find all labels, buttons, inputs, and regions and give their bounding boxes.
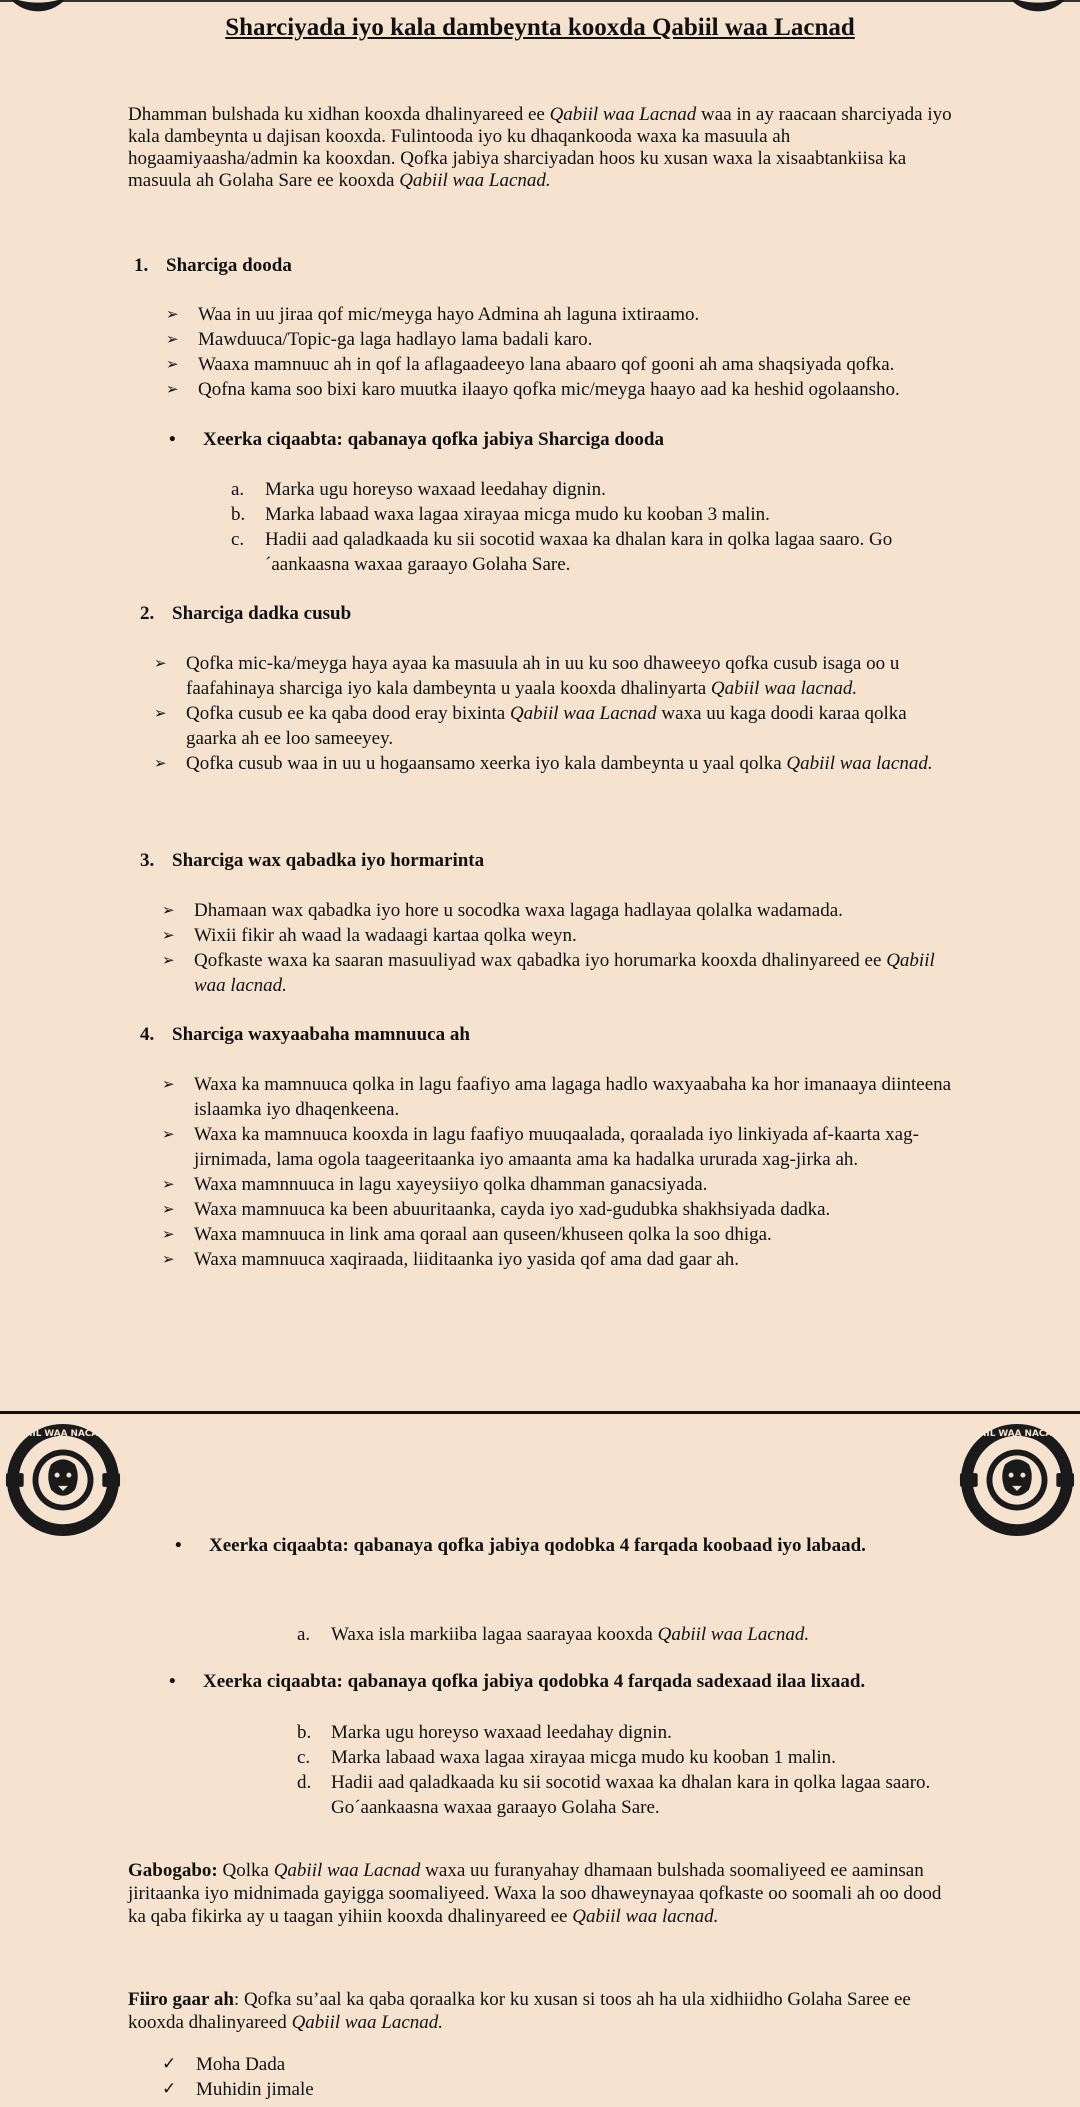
contact-name: ✓ Moha Dada	[162, 2052, 562, 2077]
list-item: c. Marka labaad waxa lagaa xirayaa micga mudo ku kooban 1 malin.	[297, 1747, 836, 1768]
penalty-a-heading: • Xeerka ciqaabta: qabanaya qofka jabiya qodobka 4 farqada koobaad iyo labaad.	[175, 1535, 866, 1556]
list-item: c. Hadii aad qaladkaada ku sii socotid waxaa ka dhalan kara in qolka lagaa saaro. Go´aankaasna waxaa garaayo Golaha Sare.	[231, 529, 893, 575]
logo-text: QABIIL WAA NACALAD	[8, 1428, 118, 1439]
document-title: Sharciyada iyo kala dambeynta kooxda Qabiil waa Lacnad	[225, 14, 855, 41]
section-4-list	[162, 1072, 962, 1272]
section-3-heading: 3. Sharciga wax qabadka iyo hormarinta	[140, 850, 485, 871]
section-2-heading: 2. Sharciga dadka cusub	[140, 603, 352, 624]
section-1-penalty-list	[231, 477, 931, 577]
section-1-list	[166, 302, 996, 402]
list-item: b. Marka labaad waxa lagaa xirayaa micga mudo ku kooban 3 malin.	[231, 504, 770, 525]
list-item: b. Marka ugu horeyso waxaad leedahay dignin.	[297, 1722, 672, 1743]
contacts-list	[162, 2052, 562, 2102]
list-item: ➢ Waxa ka mamnuuca kooxda in lagu faafiyo muuqaalada, qoraalada iyo linkiyada af-kaarta xag-jirnimada, lama ogola taageeritaanka iyo amaanta ama ka hadalka ururada xag-jirka ah.	[162, 1122, 962, 1172]
contact-name: ✓ Muhidin jimale	[162, 2077, 562, 2102]
intro-paragraph: Dhamman bulshada ku xidhan kooxda dhalinyareed ee Qabiil waa Lacnad waa in ay raacaan sharciyada iyo kala dambeynta u dajisan kooxda. Fulintooda iyo ku dhaqankooda waxa ka masuula ah hogaamiyaasha/admin ka kooxdan. Qofka jabiya sharciyadan hoos ku xusan waxa la xisaabtankiisa ka masuula ah Golaha Sare ee kooxda Qabiil waa Lacnad.	[128, 104, 952, 191]
list-item: ➢ Waxa mamnuuca ka been abuuritaanka, cayda iyo xad-gudubka shakhsiyada dadka.	[162, 1197, 962, 1222]
section-2-list	[154, 651, 954, 776]
list-item: d. Hadii aad qaladkaada ku sii socotid waxaa ka dhalan kara in qolka lagaa saaro. Go´aankaasna waxaa garaayo Golaha Sare.	[297, 1772, 931, 1818]
document-page-2	[0, 1415, 1080, 2107]
list-item: ➢ Waxa mamnnuuca in lagu xayeysiiyo qolka dhamman ganacsiyada.	[162, 1172, 962, 1197]
page-divider	[0, 1411, 1080, 1414]
penalty-a-list	[297, 1622, 997, 1647]
list-item: ➢ Wixii fikir ah waad la wadaagi kartaa qolka weyn.	[162, 923, 962, 948]
penalty-b-heading: • Xeerka ciqaabta: qabanaya qofka jabiya qodobka 4 farqada sadexaad ilaa lixaad.	[169, 1671, 866, 1692]
list-item: ➢ Waaxa mamnuuc ah in qof la aflagaadeeyo lana abaaro qof gooni ah ama shaqsiyada qofka.	[166, 352, 996, 377]
section-1-heading: 1. Sharciga dooda	[134, 255, 292, 276]
list-item: a. Waxa isla markiiba lagaa saarayaa kooxda Qabiil waa Lacnad.	[297, 1624, 810, 1645]
list-item: ➢ Qofna kama soo bixi karo muutka ilaayo qofka mic/meyga haayo aad ka heshid ogolaansho.	[166, 377, 996, 402]
list-item: ➢ Mawduuca/Topic-ga laga hadlayo lama badali karo.	[166, 327, 996, 352]
list-item: ➢ Qofkaste waxa ka saaran masuuliyad wax qabadka iyo horumarka kooxda dhalinyareed ee Qabiil waa lacnad.	[162, 948, 962, 998]
section-1-penalty-heading: • Xeerka ciqaabta: qabanaya qofka jabiya Sharciga dooda	[169, 429, 664, 450]
list-item: ➢ Qofka cusub waa in uu u hogaansamo xeerka iyo kala dambeynta u yaal qolka Qabiil waa lacnad.	[154, 751, 954, 776]
list-item: ➢ Dhamaan wax qabadka iyo hore u socodka waxa lagaga hadlayaa qolalka wadamada.	[162, 898, 962, 923]
list-item: ➢ Qofka cusub ee ka qaba dood eray bixinta Qabiil waa Lacnad waxa uu kaga doodi karaa qolka gaarka ah ee loo sameeyey.	[154, 701, 954, 751]
list-item: ➢ Waxa ka mamnuuca qolka in lagu faafiyo ama lagaga hadlo waxyaabaha ka hor imanaaya diinteena islaamka iyo dhaqenkeena.	[162, 1072, 962, 1122]
note-paragraph: Fiiro gaar ah: Qofka su’aal ka qaba qoraalka kor ku xusan si toos ah ha ula xidhiidho Golaha Saree ee kooxda dhalinyareed Qabiil waa Lacnad.	[128, 1989, 911, 2033]
section-4-heading: 4. Sharciga waxyaabaha mamnuuca ah	[140, 1024, 470, 1045]
list-item: ➢ Waxa mamnuuca xaqiraada, liiditaanka iyo yasida qof ama dad gaar ah.	[162, 1247, 962, 1272]
list-item: ➢ Waxa mamnuuca in link ama qoraal aan quseen/khuseen qolka la soo dhiga.	[162, 1222, 962, 1247]
group-logo-icon	[958, 1420, 1076, 1540]
list-item: ➢ Waa in uu jiraa qof mic/meyga hayo Admina ah laguna ixtiraamo.	[166, 302, 996, 327]
list-item: ➢ Qofka mic-ka/meyga haya ayaa ka masuula ah in uu ku soo dhaweeyo qofka cusub isaga oo u faafahinaya sharciga iyo kala dambeynta u yaala kooxda dhalinyarta Qabiil waa lacnad.	[154, 651, 954, 701]
section-3-list	[162, 898, 962, 998]
penalty-b-list	[297, 1720, 937, 1820]
logo-text: QABIIL WAA NACALAD	[962, 1428, 1072, 1439]
group-logo-icon	[4, 1420, 122, 1540]
conclusion-paragraph: Gabogabo: Qolka Qabiil waa Lacnad waxa uu furanyahay dhamaan bulshada soomaliyeed ee aaminsan jiritaanka iyo midnimada gayigga soomaliyeed. Waxa la soo dhaweynayaa qofkaste oo soomali ah oo dood ka qaba fikirka ay u taagan yihiin kooxda dhalinyareed ee Qabiil waa lacnad.	[128, 1860, 942, 1927]
list-item: a. Marka ugu horeyso waxaad leedahay dignin.	[231, 479, 606, 500]
